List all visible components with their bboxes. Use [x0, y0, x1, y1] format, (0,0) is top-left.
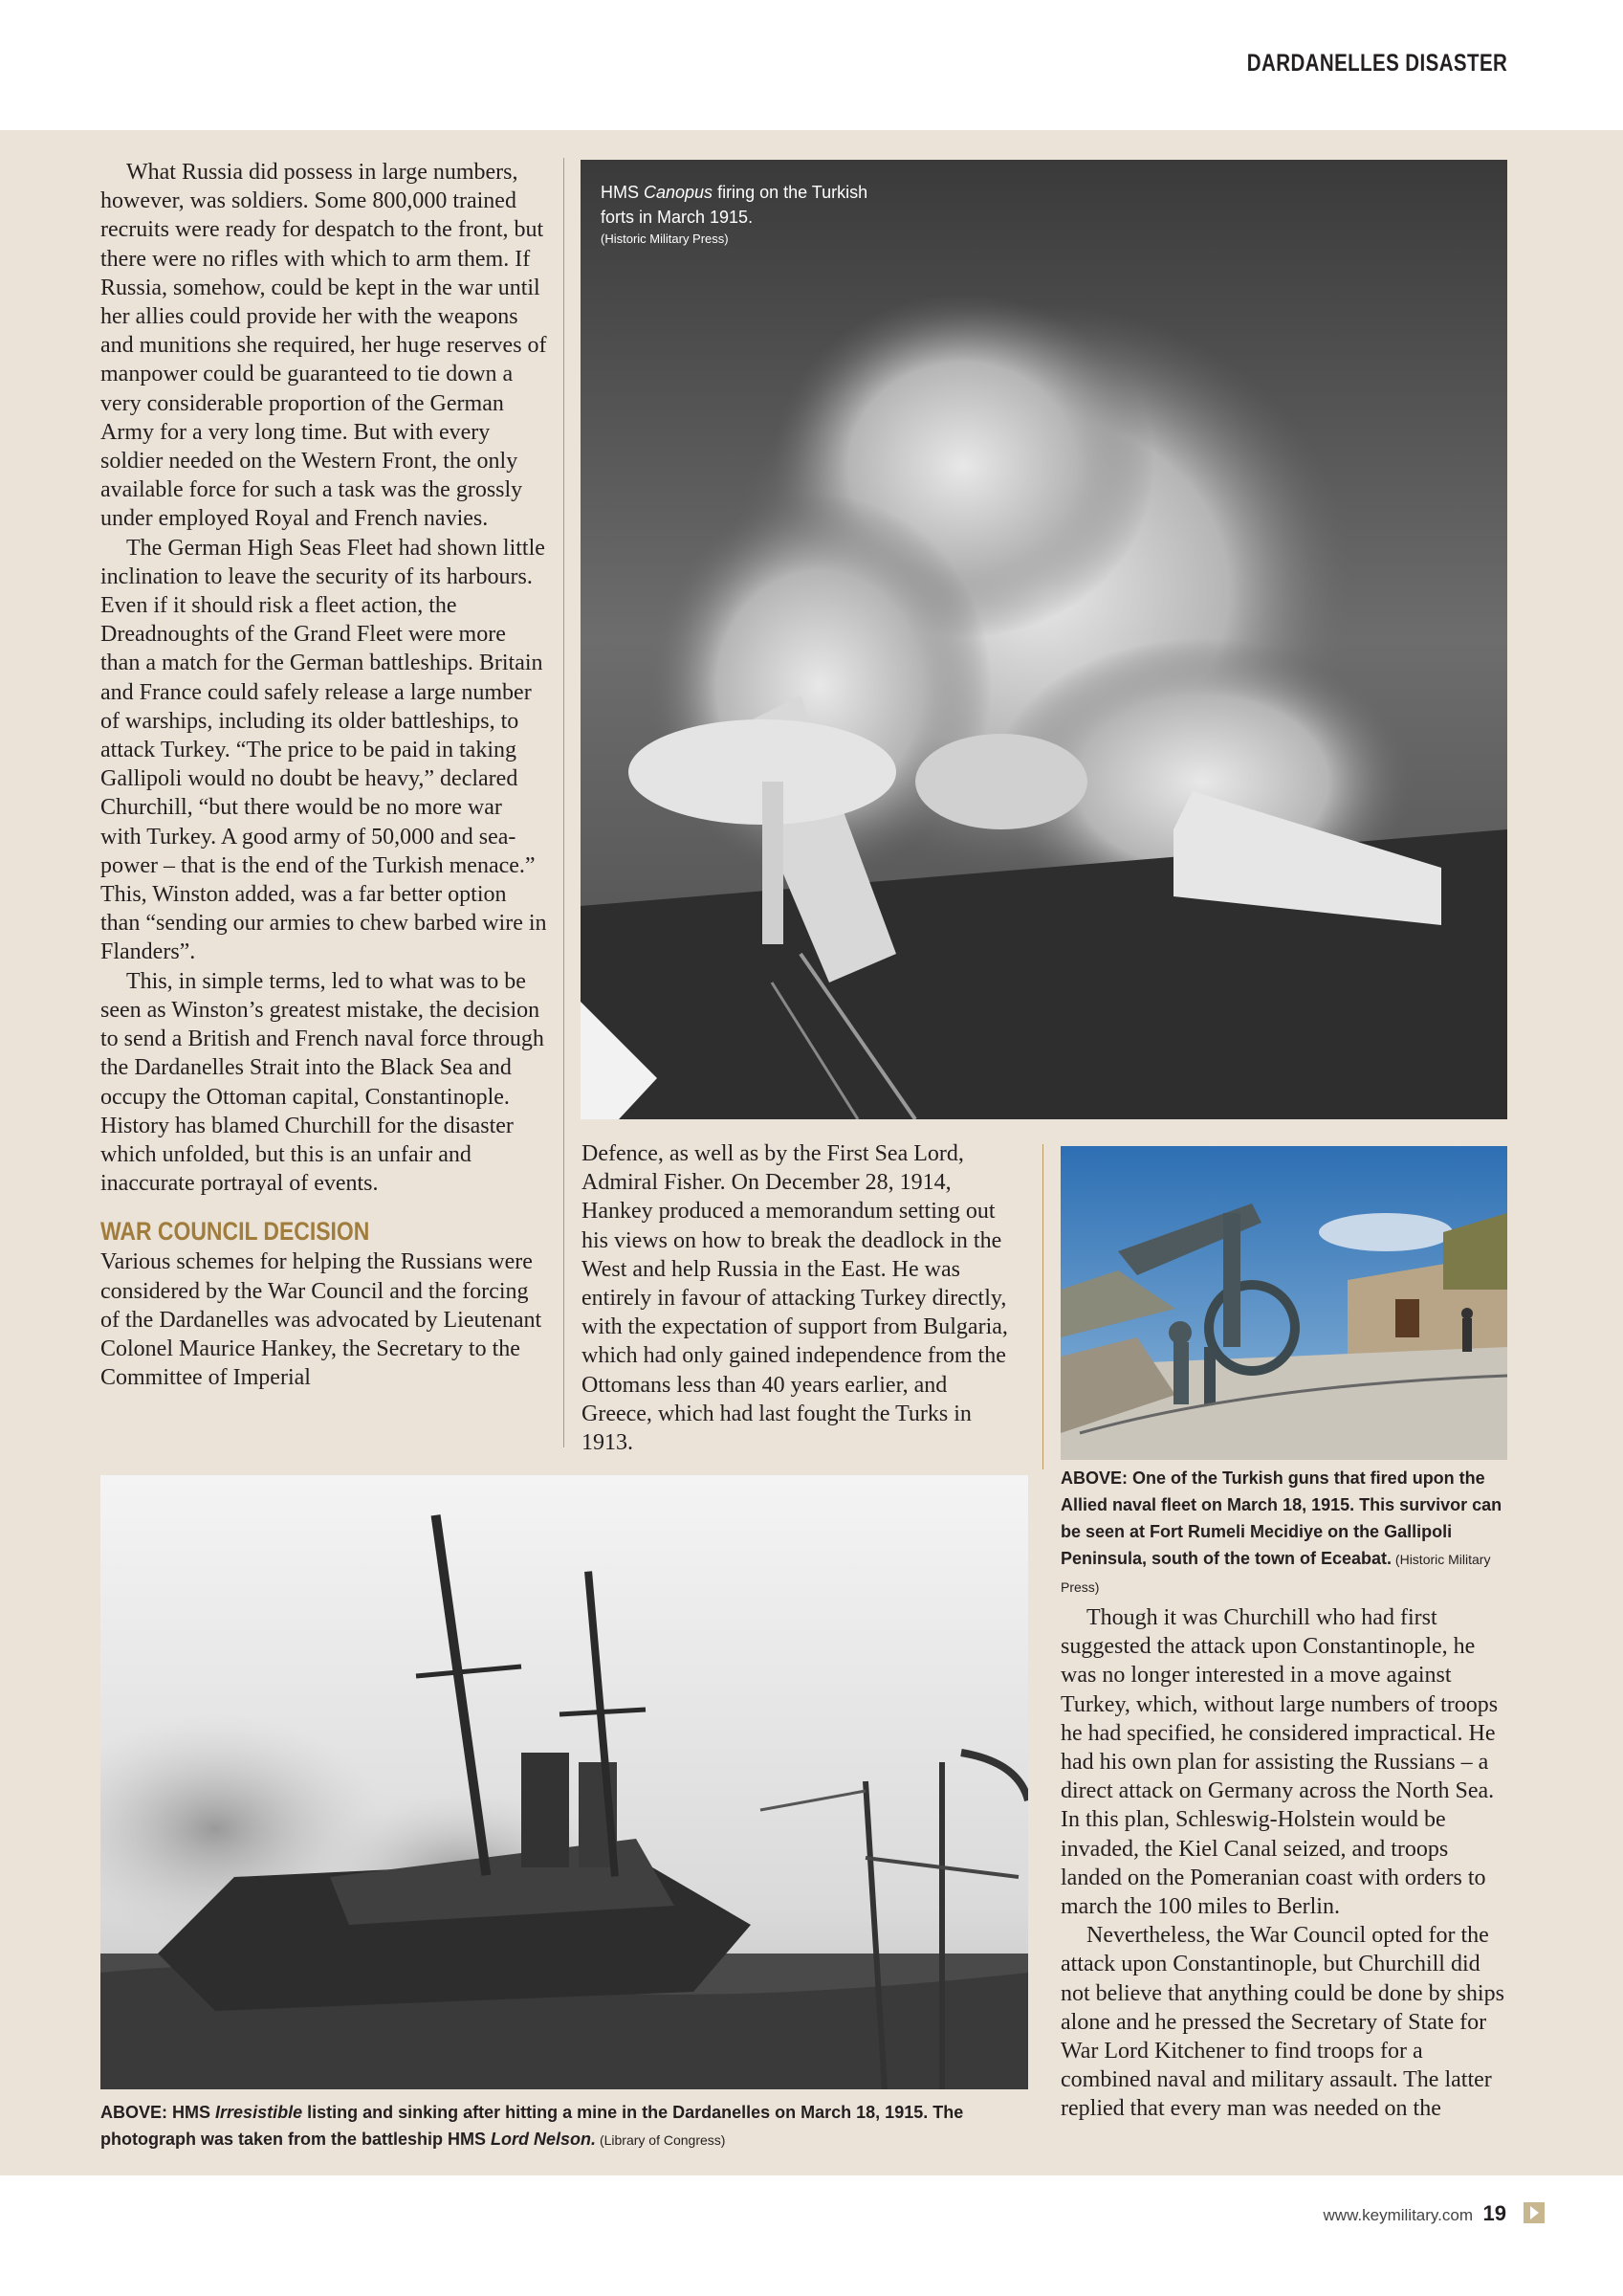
photo-caption: ABOVE: HMS Irresistible listing and sinking after hitting a mine in the Dardanelles on March 18, 1915. The photograph was taken from the battleship HMS Lord Nelson. (Library of Congress)	[100, 2103, 964, 2149]
article-column-2	[581, 1139, 1021, 1457]
paragraph: Defence, as well as by the First Sea Lord, Admiral Fisher. On December 28, 1914, Hankey produced a memorandum setting out his views on how to break the deadlock in the West and help Russia in the East. He was entirely in favour of attacking Turkey directly, with the expectation of support from Bulgaria, which had only gained independence from the Ottomans less than 40 years earlier, and Greece, which had last fought the Turks in 1913.	[581, 1141, 1008, 1456]
article-column-3	[1061, 1603, 1510, 2124]
page-number: 19	[1482, 2201, 1506, 2225]
section-title: DARDANELLES DISASTER	[1246, 50, 1507, 77]
paragraph: What Russia did possess in large numbers, however, was soldiers. Some 800,000 trained recruits were ready for despatch to the front, but there were no rifles with which to arm them. If Russia, somehow, could be kept in the war until her allies could provide her with the weapons and munitions she required, her huge reserves of manpower could be guaranteed to tie down a very considerable proportion of the German Army for a very long time. But with every soldier needed on the Western Front, the only available force for such a task was the grossly under employed Royal and French navies.	[100, 160, 547, 532]
column-divider	[563, 158, 564, 1447]
photo-caption: ABOVE: One of the Turkish guns that fired upon the Allied naval fleet on March 18, 1915. This survivor can be seen at Fort Rumeli Mecidiye on the Gallipoli Peninsula, south of the town of Eceabat. (Historic Military Press)	[1061, 1468, 1502, 1595]
paragraph: This, in simple terms, led to what was to be seen as Winston’s greatest mistake, the decision to send a British and French naval force through the Dardanelles Strait into the Black Sea and occupy the Ottoman capital, Constantinople. History has blamed Churchill for the disaster which unfolded, but this is an unfair and inaccurate portrayal of events.	[100, 968, 544, 1197]
photo-caption-overlay: HMS Canopus firing on the Turkish forts in March 1915. (Historic Military Press)	[601, 180, 868, 249]
photo-credit: (Historic Military Press)	[601, 232, 729, 246]
subheading: WAR COUNCIL DECISION	[100, 1217, 370, 1247]
photo-irresistible-sinking	[100, 1475, 1028, 2089]
next-page-arrow-icon	[1524, 2202, 1545, 2223]
paragraph: Though it was Churchill who had first suggested the attack upon Constantinople, he was no longer interested in a move against Turkey, which, without large numbers of troops he had specified, he considered impractical. He had his own plan for assisting the Russians – a direct attack on Germany across the North Sea. In this plan, Schleswig-Holstein would be invaded, the Kiel Canal seized, and troops landed on the Pomeranian coast with orders to march the 100 miles to Berlin.	[1061, 1605, 1499, 1920]
footer-url: www.keymilitary.com	[1323, 2206, 1473, 2224]
paragraph: Various schemes for helping the Russians were considered by the War Council and the forcing of the Dardanelles was advocated by Lieutenant Colonel Maurice Hankey, the Secretary to the Committee of Imperial	[100, 1249, 542, 1391]
photo-canopus-firing	[581, 160, 1507, 1119]
paragraph: Nevertheless, the War Council opted for the attack upon Constantinople, but Churchill did not believe that anything could be done by ships alone and he pressed the Secretary of State for War Lord Kitchener to find troops for a combined naval and military assault. The latter replied that every man was needed on the	[1061, 1923, 1504, 2122]
column-divider	[1042, 1144, 1043, 1469]
paragraph: The German High Seas Fleet had shown little inclination to leave the security of its harbours. Even if it should risk a fleet action, the Dreadnoughts of the Grand Fleet were more than a match for the German battleships. Britain and France could safely release a large number of warships, including its older battleships, to attack Turkey. “The price to be paid in taking Gallipoli would no doubt be heavy,” declared Churchill, “but there would be no more war with Turkey. A good army of 50,000 and sea-power – that is the end of the Turkish menace.” This, Winston added, was a far better option than “sending our armies to chew barbed wire in Flanders”.	[100, 535, 547, 965]
article-column-1	[100, 158, 547, 1392]
photo-turkish-gun	[1061, 1146, 1507, 1460]
